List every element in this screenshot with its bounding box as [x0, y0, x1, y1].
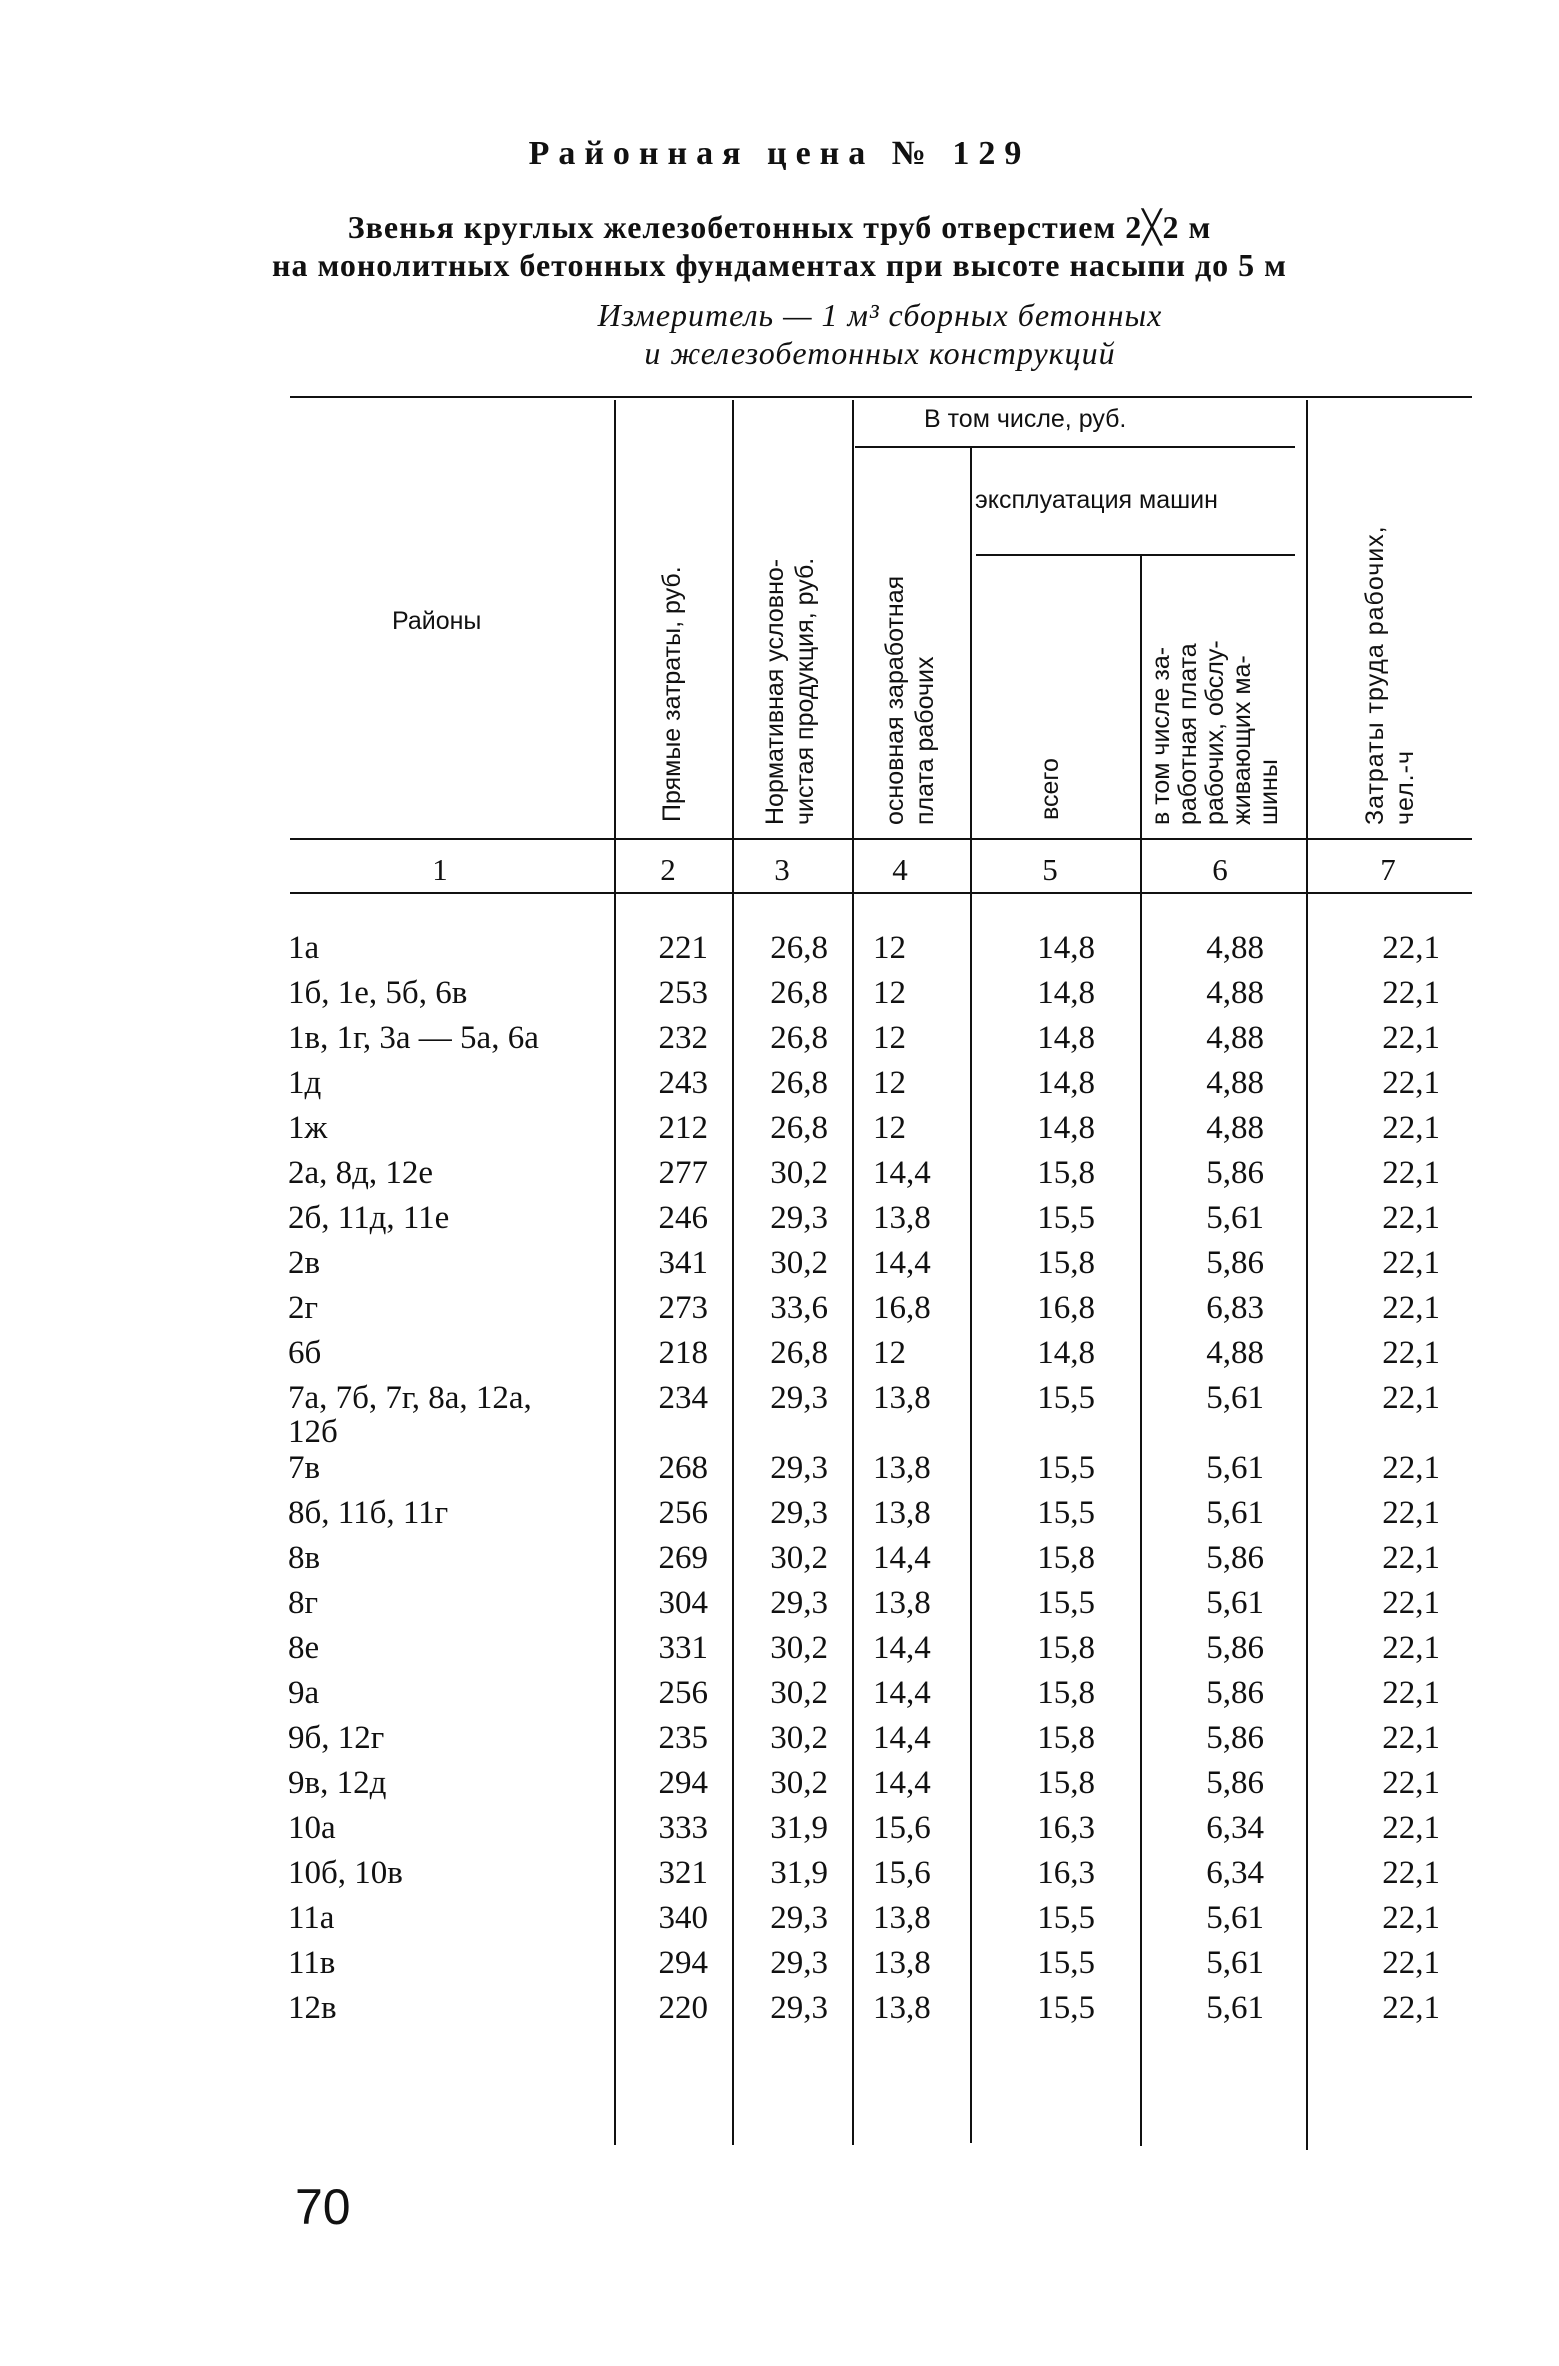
base-wage-cell: 13,8	[873, 1990, 931, 2026]
direct-costs-cell: 234	[658, 1380, 708, 1416]
direct-costs-cell: 253	[658, 975, 708, 1011]
labor-costs-cell: 22,1	[1382, 1765, 1440, 1801]
labor-costs-cell: 22,1	[1382, 1450, 1440, 1486]
labor-costs-cell: 22,1	[1382, 1675, 1440, 1711]
net-output-cell: 29,3	[770, 1450, 828, 1486]
column-number-7: 7	[1380, 852, 1396, 887]
table-row	[0, 1151, 1559, 1196]
caption-line-2: на монолитных бетонных фундаментах при высоте насыпи до 5 м	[272, 247, 1287, 283]
machine-wage-cell: 5,61	[1206, 1450, 1264, 1486]
direct-costs-cell: 220	[658, 1990, 708, 2026]
labor-costs-cell: 22,1	[1382, 1110, 1440, 1146]
column-number-1: 1	[432, 852, 448, 887]
machine-wage-cell: 5,86	[1206, 1245, 1264, 1281]
base-wage-cell: 14,4	[873, 1155, 931, 1191]
column-number-6: 6	[1212, 852, 1228, 887]
machine-total-cell: 15,5	[1037, 1380, 1095, 1416]
machine-wage-cell: 5,61	[1206, 1900, 1264, 1936]
base-wage-cell: 12	[873, 1065, 906, 1101]
machine-total-cell: 16,3	[1037, 1855, 1095, 1891]
machine-wage-cell: 5,86	[1206, 1720, 1264, 1756]
machine-wage-cell: 5,86	[1206, 1675, 1264, 1711]
net-output-cell: 30,2	[770, 1720, 828, 1756]
net-output-cell: 29,3	[770, 1585, 828, 1621]
machine-wage-cell: 6,83	[1206, 1290, 1264, 1326]
header-including: В том числе, руб.	[924, 405, 1127, 433]
region-cell: 6б	[288, 1335, 322, 1371]
machine-total-cell: 14,8	[1037, 1020, 1095, 1056]
header-machine-operation: эксплуатация машин	[975, 486, 1218, 514]
labor-costs-cell: 22,1	[1382, 975, 1440, 1011]
table-row	[0, 1671, 1559, 1716]
unit-line-1: Измеритель — 1 м³ сборных бетонных	[597, 297, 1163, 333]
machine-total-cell: 15,8	[1037, 1540, 1095, 1576]
base-wage-cell: 12	[873, 1020, 906, 1056]
header-machine-wage: в том числе за- работная плата рабочих, обслу- живающих ма- шины	[1147, 640, 1283, 825]
header-regions: Районы	[392, 607, 482, 635]
net-output-cell: 30,2	[770, 1765, 828, 1801]
table-row	[0, 1061, 1559, 1106]
base-wage-cell: 13,8	[873, 1900, 931, 1936]
net-output-cell: 30,2	[770, 1245, 828, 1281]
base-wage-cell: 14,4	[873, 1630, 931, 1666]
base-wage-cell: 12	[873, 930, 906, 966]
machine-total-cell: 14,8	[1037, 930, 1095, 966]
base-wage-cell: 16,8	[873, 1290, 931, 1326]
header-base-wage: основная заработная плата рабочих	[881, 575, 939, 825]
base-wage-cell: 13,8	[873, 1380, 931, 1416]
net-output-cell: 29,3	[770, 1945, 828, 1981]
table-row	[0, 1446, 1559, 1491]
table-row	[0, 1286, 1559, 1331]
machine-wage-cell: 5,61	[1206, 1200, 1264, 1236]
machine-wage-cell: 4,88	[1206, 1020, 1264, 1056]
machine-total-cell: 15,5	[1037, 1990, 1095, 2026]
direct-costs-cell: 277	[658, 1155, 708, 1191]
machine-wage-cell: 4,88	[1206, 930, 1264, 966]
machine-total-cell: 16,8	[1037, 1290, 1095, 1326]
base-wage-cell: 13,8	[873, 1495, 931, 1531]
labor-costs-cell: 22,1	[1382, 1855, 1440, 1891]
labor-costs-cell: 22,1	[1382, 1020, 1440, 1056]
direct-costs-cell: 333	[658, 1810, 708, 1846]
region-cell: 8е	[288, 1630, 320, 1666]
net-output-cell: 29,3	[770, 1380, 828, 1416]
region-cell: 12в	[288, 1990, 337, 2026]
region-cell: 11а	[288, 1900, 335, 1936]
net-output-cell: 29,3	[770, 1495, 828, 1531]
region-cell: 7а, 7б, 7г, 8а, 12а,	[288, 1380, 532, 1416]
machine-total-cell: 14,8	[1037, 1110, 1095, 1146]
region-cell: 1в, 1г, 3а — 5а, 6а	[288, 1020, 539, 1056]
net-output-cell: 26,8	[770, 975, 828, 1011]
region-cell-continuation: 12б	[288, 1414, 338, 1450]
labor-costs-cell: 22,1	[1382, 1200, 1440, 1236]
labor-costs-cell: 22,1	[1382, 1155, 1440, 1191]
table-top-rule	[290, 396, 1472, 398]
region-cell: 8б, 11б, 11г	[288, 1495, 449, 1531]
region-cell: 8г	[288, 1585, 319, 1621]
region-cell: 9а	[288, 1675, 320, 1711]
table-row	[0, 1761, 1559, 1806]
machine-wage-cell: 5,61	[1206, 1945, 1264, 1981]
net-output-cell: 26,8	[770, 1020, 828, 1056]
net-output-cell: 26,8	[770, 1065, 828, 1101]
direct-costs-cell: 218	[658, 1335, 708, 1371]
region-cell: 1д	[288, 1065, 322, 1101]
unit-line-2: и железобетонных конструкций	[644, 335, 1116, 371]
machine-total-cell: 15,8	[1037, 1720, 1095, 1756]
header-labor-costs: Затраты труда рабочих, чел.-ч	[1361, 525, 1419, 825]
table-row	[0, 1536, 1559, 1581]
labor-costs-cell: 22,1	[1382, 1900, 1440, 1936]
labor-costs-cell: 22,1	[1382, 1495, 1440, 1531]
base-wage-cell: 15,6	[873, 1810, 931, 1846]
table-row	[0, 1716, 1559, 1761]
direct-costs-cell: 273	[658, 1290, 708, 1326]
table-row	[0, 926, 1559, 971]
region-cell: 2а, 8д, 12е	[288, 1155, 434, 1191]
net-output-cell: 29,3	[770, 1900, 828, 1936]
base-wage-cell: 14,4	[873, 1540, 931, 1576]
net-output-cell: 30,2	[770, 1155, 828, 1191]
region-cell: 1а	[288, 930, 320, 966]
base-wage-cell: 12	[873, 975, 906, 1011]
table-row	[0, 1241, 1559, 1286]
column-number-3: 3	[774, 852, 790, 887]
machine-wage-cell: 4,88	[1206, 1065, 1264, 1101]
machine-total-cell: 15,8	[1037, 1765, 1095, 1801]
machine-total-cell: 15,8	[1037, 1155, 1095, 1191]
header-net-output: Нормативная условно- чистая продукция, руб.	[761, 557, 819, 825]
region-cell: 1б, 1е, 5б, 6в	[288, 975, 468, 1011]
table-row	[0, 1331, 1559, 1376]
direct-costs-cell: 268	[658, 1450, 708, 1486]
machine-total-cell: 15,5	[1037, 1200, 1095, 1236]
base-wage-cell: 13,8	[873, 1450, 931, 1486]
table-row	[0, 1806, 1559, 1851]
machine-total-cell: 16,3	[1037, 1810, 1095, 1846]
machine-wage-cell: 5,61	[1206, 1585, 1264, 1621]
direct-costs-cell: 304	[658, 1585, 708, 1621]
table-row	[0, 971, 1559, 1016]
header-bottom-rule	[290, 838, 1472, 840]
labor-costs-cell: 22,1	[1382, 1945, 1440, 1981]
machine-wage-cell: 5,61	[1206, 1380, 1264, 1416]
region-cell: 2г	[288, 1290, 319, 1326]
base-wage-cell: 14,4	[873, 1245, 931, 1281]
direct-costs-cell: 340	[658, 1900, 708, 1936]
including-underline	[855, 446, 1295, 448]
machine-wage-cell: 5,86	[1206, 1540, 1264, 1576]
direct-costs-cell: 232	[658, 1020, 708, 1056]
machine-total-cell: 14,8	[1037, 1335, 1095, 1371]
labor-costs-cell: 22,1	[1382, 1380, 1440, 1416]
direct-costs-cell: 256	[658, 1675, 708, 1711]
region-cell: 7в	[288, 1450, 321, 1486]
direct-costs-cell: 212	[658, 1110, 708, 1146]
base-wage-cell: 13,8	[873, 1945, 931, 1981]
machine-wage-cell: 5,61	[1206, 1495, 1264, 1531]
column-number-5: 5	[1042, 852, 1058, 887]
region-cell: 11в	[288, 1945, 336, 1981]
net-output-cell: 30,2	[770, 1540, 828, 1576]
table-row	[0, 1581, 1559, 1626]
caption-line-1: Звенья круглых железобетонных труб отверстием 2╳2 м	[347, 209, 1212, 245]
net-output-cell: 26,8	[770, 1110, 828, 1146]
header-direct-costs: Прямые затраты, руб.	[658, 566, 686, 822]
base-wage-cell: 12	[873, 1335, 906, 1371]
machine-wage-cell: 6,34	[1206, 1810, 1264, 1846]
direct-costs-cell: 341	[658, 1245, 708, 1281]
labor-costs-cell: 22,1	[1382, 1810, 1440, 1846]
column-number-2: 2	[660, 852, 676, 887]
machine-wage-cell: 4,88	[1206, 1110, 1264, 1146]
machine-wage-cell: 5,86	[1206, 1630, 1264, 1666]
net-output-cell: 26,8	[770, 930, 828, 966]
column-numbers-rule	[290, 892, 1472, 894]
base-wage-cell: 14,4	[873, 1675, 931, 1711]
direct-costs-cell: 294	[658, 1945, 708, 1981]
direct-costs-cell: 221	[658, 930, 708, 966]
machine-wage-cell: 5,61	[1206, 1990, 1264, 2026]
table-row	[0, 1941, 1559, 1986]
labor-costs-cell: 22,1	[1382, 1720, 1440, 1756]
base-wage-cell: 13,8	[873, 1200, 931, 1236]
labor-costs-cell: 22,1	[1382, 1990, 1440, 2026]
base-wage-cell: 13,8	[873, 1585, 931, 1621]
table-row	[0, 1491, 1559, 1536]
labor-costs-cell: 22,1	[1382, 1245, 1440, 1281]
labor-costs-cell: 22,1	[1382, 1065, 1440, 1101]
machine-wage-cell: 4,88	[1206, 1335, 1264, 1371]
table-row	[0, 1106, 1559, 1151]
table-caption	[0, 208, 1559, 284]
direct-costs-cell: 331	[658, 1630, 708, 1666]
table-row	[0, 1016, 1559, 1061]
net-output-cell: 30,2	[770, 1675, 828, 1711]
machine-total-cell: 14,8	[1037, 975, 1095, 1011]
machine-wage-cell: 5,86	[1206, 1765, 1264, 1801]
base-wage-cell: 14,4	[873, 1720, 931, 1756]
net-output-cell: 29,3	[770, 1990, 828, 2026]
machines-underline	[976, 554, 1295, 556]
machine-wage-cell: 5,86	[1206, 1155, 1264, 1191]
direct-costs-cell: 235	[658, 1720, 708, 1756]
labor-costs-cell: 22,1	[1382, 1335, 1440, 1371]
region-cell: 2б, 11д, 11е	[288, 1200, 450, 1236]
page-title: Районная цена № 129	[528, 135, 1031, 172]
base-wage-cell: 12	[873, 1110, 906, 1146]
machine-total-cell: 15,5	[1037, 1900, 1095, 1936]
machine-wage-cell: 6,34	[1206, 1855, 1264, 1891]
table-row	[0, 1851, 1559, 1896]
machine-wage-cell: 4,88	[1206, 975, 1264, 1011]
net-output-cell: 30,2	[770, 1630, 828, 1666]
machine-total-cell: 14,8	[1037, 1065, 1095, 1101]
labor-costs-cell: 22,1	[1382, 1585, 1440, 1621]
machine-total-cell: 15,8	[1037, 1245, 1095, 1281]
machine-total-cell: 15,5	[1037, 1495, 1095, 1531]
table-row	[0, 1896, 1559, 1941]
table-row	[0, 1986, 1559, 2031]
machine-total-cell: 15,8	[1037, 1675, 1095, 1711]
region-cell: 8в	[288, 1540, 321, 1576]
table-row	[0, 1376, 1559, 1450]
region-cell: 9б, 12г	[288, 1720, 385, 1756]
direct-costs-cell: 294	[658, 1765, 708, 1801]
direct-costs-cell: 256	[658, 1495, 708, 1531]
region-cell: 1ж	[288, 1110, 328, 1146]
net-output-cell: 31,9	[770, 1855, 828, 1891]
labor-costs-cell: 22,1	[1382, 930, 1440, 966]
table-row	[0, 1196, 1559, 1241]
direct-costs-cell: 243	[658, 1065, 708, 1101]
region-cell: 10а	[288, 1810, 336, 1846]
net-output-cell: 31,9	[770, 1810, 828, 1846]
direct-costs-cell: 246	[658, 1200, 708, 1236]
column-number-4: 4	[892, 852, 908, 887]
labor-costs-cell: 22,1	[1382, 1540, 1440, 1576]
region-cell: 2в	[288, 1245, 321, 1281]
base-wage-cell: 15,6	[873, 1855, 931, 1891]
net-output-cell: 26,8	[770, 1335, 828, 1371]
direct-costs-cell: 269	[658, 1540, 708, 1576]
machine-total-cell: 15,8	[1037, 1630, 1095, 1666]
net-output-cell: 33,6	[770, 1290, 828, 1326]
header-machine-total: всего	[1036, 758, 1064, 820]
labor-costs-cell: 22,1	[1382, 1290, 1440, 1326]
machine-total-cell: 15,5	[1037, 1585, 1095, 1621]
page-number: 70	[295, 2179, 351, 2235]
region-cell: 10б, 10в	[288, 1855, 403, 1891]
labor-costs-cell: 22,1	[1382, 1630, 1440, 1666]
machine-total-cell: 15,5	[1037, 1945, 1095, 1981]
machine-total-cell: 15,5	[1037, 1450, 1095, 1486]
base-wage-cell: 14,4	[873, 1765, 931, 1801]
region-cell: 9в, 12д	[288, 1765, 387, 1801]
direct-costs-cell: 321	[658, 1855, 708, 1891]
unit-of-measure	[540, 296, 1220, 372]
net-output-cell: 29,3	[770, 1200, 828, 1236]
table-row	[0, 1626, 1559, 1671]
